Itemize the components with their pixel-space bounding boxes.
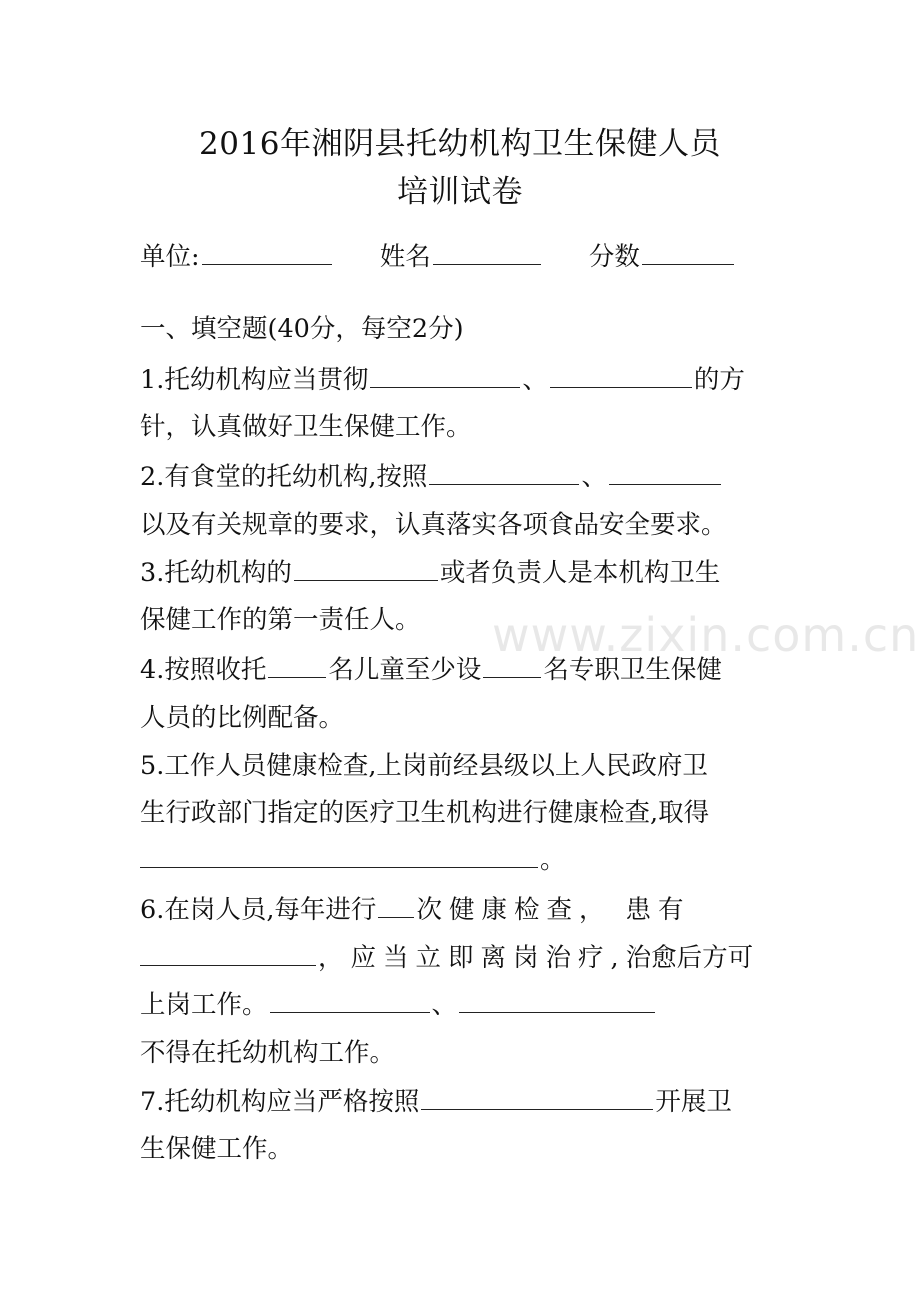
- q6-text-b: 次健康检查，: [416, 895, 612, 925]
- q1-line-1: [140, 363, 745, 397]
- q7-text-a: 7.托幼机构应当严格按照: [140, 1087, 420, 1117]
- q6-line-2: [140, 941, 753, 975]
- q7-line-1: [140, 1085, 732, 1119]
- q6-blank-1[interactable]: [378, 893, 414, 918]
- q6-text-f: 上岗工作。: [140, 990, 268, 1020]
- q2-text-a: 2.有食堂的托幼机构,按照: [140, 462, 428, 492]
- q5-line-3: [140, 843, 566, 877]
- q1-text-b: 的方: [693, 365, 745, 395]
- q1-sep: 、: [522, 365, 548, 395]
- q3-line-2: 保健工作的第一责任人。: [140, 605, 421, 635]
- q3-blank[interactable]: [294, 556, 438, 581]
- score-blank[interactable]: [642, 240, 734, 265]
- watermark: www.zixin.com.cn: [492, 608, 920, 662]
- q3-text-b: 或者负责人是本机构卫生: [439, 558, 721, 588]
- q4-text-a: 4.按照收托: [140, 655, 267, 685]
- score-field: [589, 242, 736, 272]
- q6-sep: 、: [431, 990, 458, 1020]
- exam-title-line-1: 2016年湘阴县托幼机构卫生保健人员: [199, 126, 721, 162]
- q4-line-2: 人员的比例配备。: [140, 703, 345, 733]
- q2-blank-2[interactable]: [609, 460, 721, 485]
- unit-label: 单位:: [140, 242, 200, 272]
- q6-blank-4[interactable]: [459, 988, 655, 1013]
- q1-blank-1[interactable]: [370, 363, 520, 388]
- name-blank[interactable]: [433, 240, 541, 265]
- q6-line-3: [140, 988, 657, 1022]
- q6-blank-3[interactable]: [270, 988, 430, 1013]
- q4-blank-1[interactable]: [268, 653, 326, 678]
- score-label: 分数: [588, 242, 640, 272]
- unit-blank[interactable]: [202, 240, 332, 265]
- q6-text-e: 治愈后方可: [625, 943, 754, 973]
- q6-line-1: [140, 893, 690, 927]
- q5-end: 。: [540, 845, 566, 875]
- q6-blank-2[interactable]: [140, 941, 316, 966]
- q2-blank-1[interactable]: [429, 460, 579, 485]
- q1-line-2: 针，认真做好卫生保健工作。: [140, 412, 472, 442]
- q4-line-1: [140, 653, 722, 687]
- name-field: [380, 242, 543, 272]
- q2-line-2: 以及有关规章的要求，认真落实各项食品安全要求。: [140, 510, 727, 540]
- q2-line-1: [140, 460, 723, 494]
- q1-text-a: 1.托幼机构应当贯彻: [140, 365, 369, 395]
- q6-text-a: 6.在岗人员,每年进行: [140, 895, 377, 925]
- section1-heading: 一、填空题(40分，每空2分): [140, 314, 464, 344]
- q3-text-a: 3.托幼机构的: [140, 558, 292, 588]
- q5-blank[interactable]: [140, 843, 538, 868]
- exam-title-line-2: 培训试卷: [397, 174, 523, 210]
- q2-sep: 、: [581, 462, 607, 492]
- q7-text-b: 开展卫: [655, 1087, 732, 1117]
- exam-header-fields: [140, 240, 774, 274]
- q5-line-1: 5.工作人员健康检查,上岗前经县级以上人民政府卫: [140, 751, 708, 781]
- name-label: 姓名: [379, 242, 431, 272]
- q6-line-4: 不得在托幼机构工作。: [140, 1038, 396, 1068]
- q4-text-b: 名儿童至少设: [328, 655, 482, 685]
- q6-text-d: ，应当立即离岗治疗,: [318, 943, 626, 973]
- q4-blank-2[interactable]: [483, 653, 541, 678]
- q6-text-c: 患有: [625, 895, 691, 925]
- q4-text-c: 名专职卫生保健: [543, 655, 722, 685]
- q3-line-1: [140, 556, 720, 590]
- q1-blank-2[interactable]: [550, 363, 692, 388]
- q7-line-2: 生保健工作。: [140, 1134, 294, 1164]
- unit-field: [140, 242, 334, 272]
- q5-line-2: 生行政部门指定的医疗卫生机构进行健康检查,取得: [140, 798, 710, 828]
- q7-blank[interactable]: [421, 1085, 653, 1110]
